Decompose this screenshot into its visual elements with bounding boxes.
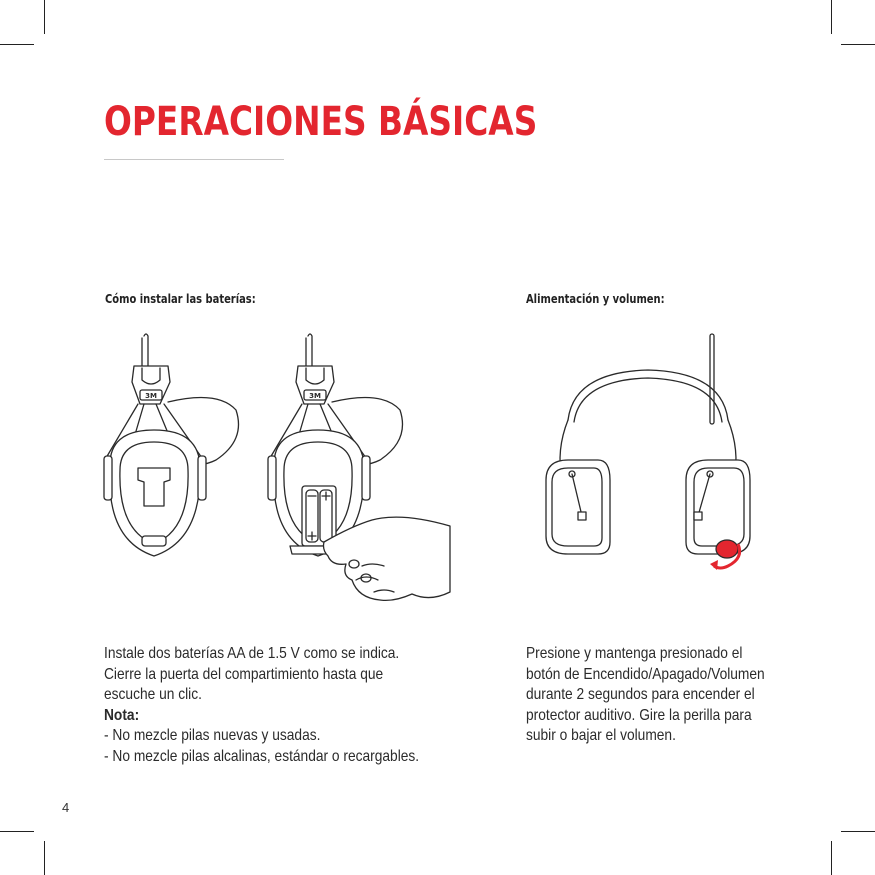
left-subtitle: Cómo instalar las baterías: bbox=[105, 292, 256, 306]
title-divider bbox=[104, 159, 284, 160]
brand-label: 3M bbox=[145, 392, 157, 400]
headset-front-illustration bbox=[538, 330, 758, 580]
right-subtitle: Alimentación y volumen: bbox=[526, 292, 665, 306]
crop-mark bbox=[0, 44, 34, 45]
paragraph-line: Cierre la puerta del compartimiento hasta que bbox=[104, 665, 384, 683]
rotation-arrowhead bbox=[710, 560, 718, 570]
crop-mark bbox=[831, 841, 832, 875]
headset-side-illustration bbox=[98, 330, 258, 570]
paragraph-line: Instale dos baterías AA de 1.5 V como se indica. bbox=[104, 645, 400, 662]
note-line: - No mezcle pilas alcalinas, estándar o recargables. bbox=[104, 747, 420, 765]
paragraph-line: Presione y mantenga presionado el bbox=[526, 645, 743, 662]
crop-mark bbox=[0, 831, 34, 832]
note-line: - No mezcle pilas nuevas y usadas. bbox=[104, 727, 321, 744]
battery-instructions bbox=[104, 644, 419, 767]
crop-mark bbox=[841, 831, 875, 832]
brand-label: 3M bbox=[309, 392, 321, 400]
crop-mark bbox=[831, 0, 832, 34]
crop-mark bbox=[44, 841, 45, 875]
power-volume-instructions bbox=[526, 644, 765, 747]
page-number: 4 bbox=[62, 800, 70, 815]
paragraph-line: botón de Encendido/Apagado/Volumen bbox=[526, 665, 765, 683]
paragraph-line: durante 2 segundos para encender el bbox=[526, 686, 755, 703]
paragraph-line: protector auditivo. Gire la perilla para bbox=[526, 706, 752, 724]
crop-mark bbox=[44, 0, 45, 34]
paragraph-line: escuche un clic. bbox=[104, 686, 202, 703]
volume-knob bbox=[716, 540, 738, 558]
note-label: Nota: bbox=[104, 706, 140, 724]
paragraph-line: subir o bajar el volumen. bbox=[526, 727, 676, 744]
page-title: OPERACIONES BÁSICAS bbox=[104, 99, 538, 145]
battery-install-illustration bbox=[262, 330, 452, 610]
crop-mark bbox=[841, 44, 875, 45]
